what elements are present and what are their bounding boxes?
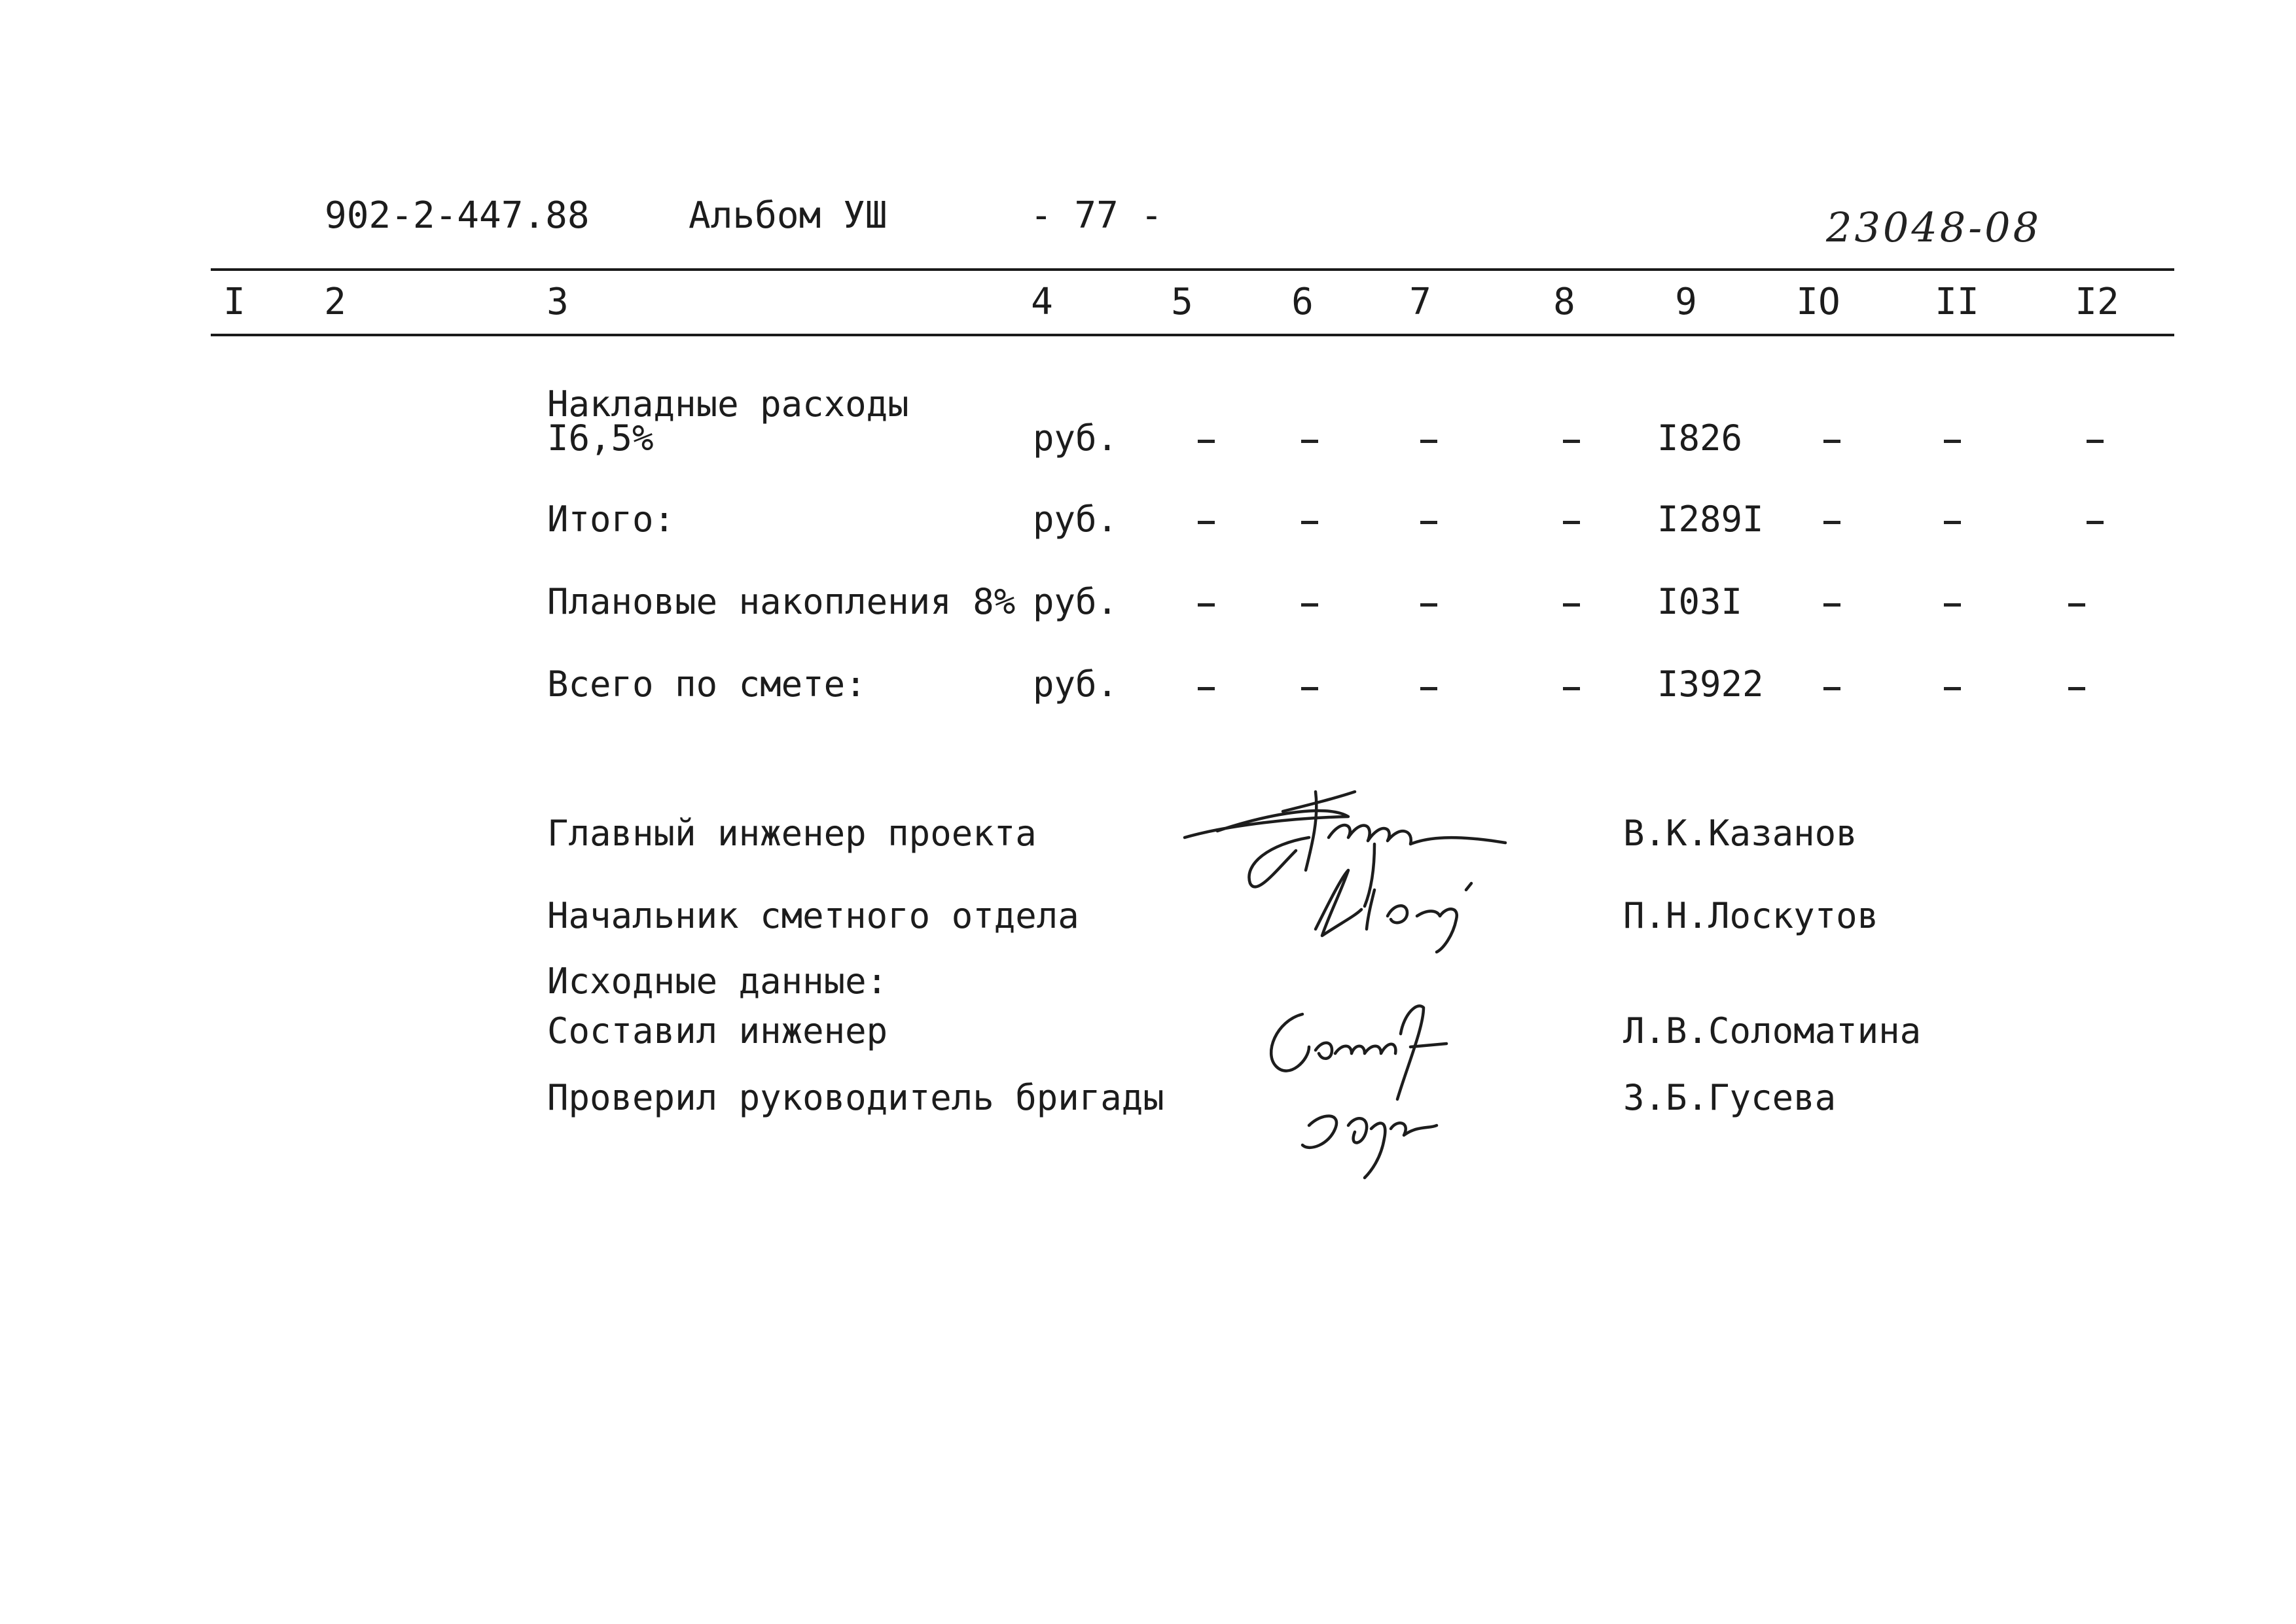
value-cell xyxy=(1193,665,1214,704)
row-label: Накладные расходы xyxy=(547,383,909,425)
total-cell: I03I xyxy=(1657,581,1743,622)
column-header: 5 xyxy=(1171,281,1193,323)
unit-cell: руб. xyxy=(1033,663,1119,705)
value-cell xyxy=(1296,419,1318,458)
value-cell xyxy=(1939,500,1960,539)
row-label: Итого: xyxy=(547,499,675,540)
value-cell xyxy=(1558,419,1579,458)
column-header: II xyxy=(1935,281,1979,323)
column-header: I xyxy=(223,281,245,323)
signature-estimate-head-icon xyxy=(1302,851,1538,955)
value-cell xyxy=(1296,500,1318,539)
signature-engineer-icon xyxy=(1257,988,1532,1184)
top-rule xyxy=(211,268,2174,271)
column-header: 3 xyxy=(547,281,569,323)
value-cell xyxy=(1296,582,1318,622)
column-header: 8 xyxy=(1553,281,1575,323)
value-cell xyxy=(1939,419,1960,458)
total-cell: I289I xyxy=(1657,499,1764,540)
total-cell: I3922 xyxy=(1657,663,1764,705)
value-cell xyxy=(1818,419,1840,458)
column-header: 2 xyxy=(324,281,346,323)
value-cell xyxy=(1939,582,1960,622)
signer-role: Проверил руководитель бригады xyxy=(547,1077,1164,1118)
column-header: 4 xyxy=(1031,281,1053,323)
value-cell xyxy=(1818,665,1840,704)
row-label-line2: I6,5% xyxy=(547,417,654,459)
document-code: 902-2-447.88 xyxy=(325,194,590,237)
value-cell xyxy=(1818,500,1840,539)
value-cell xyxy=(1193,419,1214,458)
signer-name: В.К.Казанов xyxy=(1623,813,1857,854)
value-cell xyxy=(1193,582,1214,622)
value-cell xyxy=(2081,500,2103,539)
value-cell xyxy=(1939,665,1960,704)
page-number: - 77 - xyxy=(1030,194,1163,237)
value-cell xyxy=(2062,582,2083,622)
value-cell xyxy=(1415,419,1437,458)
value-cell xyxy=(1558,500,1579,539)
value-cell xyxy=(1296,665,1318,704)
unit-cell: руб. xyxy=(1033,417,1119,459)
column-header: 6 xyxy=(1291,281,1314,323)
album-label: Альбом УШ xyxy=(689,194,888,237)
handwritten-number: 23048-08 xyxy=(1826,203,2042,251)
column-header: IO xyxy=(1796,281,1840,323)
value-cell xyxy=(1415,582,1437,622)
value-cell xyxy=(1558,582,1579,622)
source-data-label: Исходные данные: xyxy=(547,961,888,1002)
header-bottom-rule xyxy=(211,334,2174,336)
signer-name: Л.В.Соломатина xyxy=(1623,1010,1922,1051)
signer-role: Главный инженер проекта xyxy=(547,813,1037,854)
unit-cell: руб. xyxy=(1033,581,1119,622)
signer-name: З.Б.Гусева xyxy=(1623,1077,1837,1118)
row-label: Плановые накопления 8% xyxy=(547,581,1016,622)
signer-role: Составил инженер xyxy=(547,1010,888,1051)
unit-cell: руб. xyxy=(1033,499,1119,540)
value-cell xyxy=(2081,419,2103,458)
value-cell xyxy=(1415,665,1437,704)
signer-role: Начальник сметного отдела xyxy=(547,895,1079,936)
row-label: Всего по смете: xyxy=(547,663,867,705)
signer-name: П.Н.Лоскутов xyxy=(1623,895,1879,936)
column-header: 7 xyxy=(1409,281,1431,323)
value-cell xyxy=(2062,665,2083,704)
total-cell: I826 xyxy=(1657,417,1743,459)
value-cell xyxy=(1818,582,1840,622)
value-cell xyxy=(1193,500,1214,539)
column-header: 9 xyxy=(1675,281,1697,323)
column-header: I2 xyxy=(2075,281,2119,323)
value-cell xyxy=(1415,500,1437,539)
value-cell xyxy=(1558,665,1579,704)
